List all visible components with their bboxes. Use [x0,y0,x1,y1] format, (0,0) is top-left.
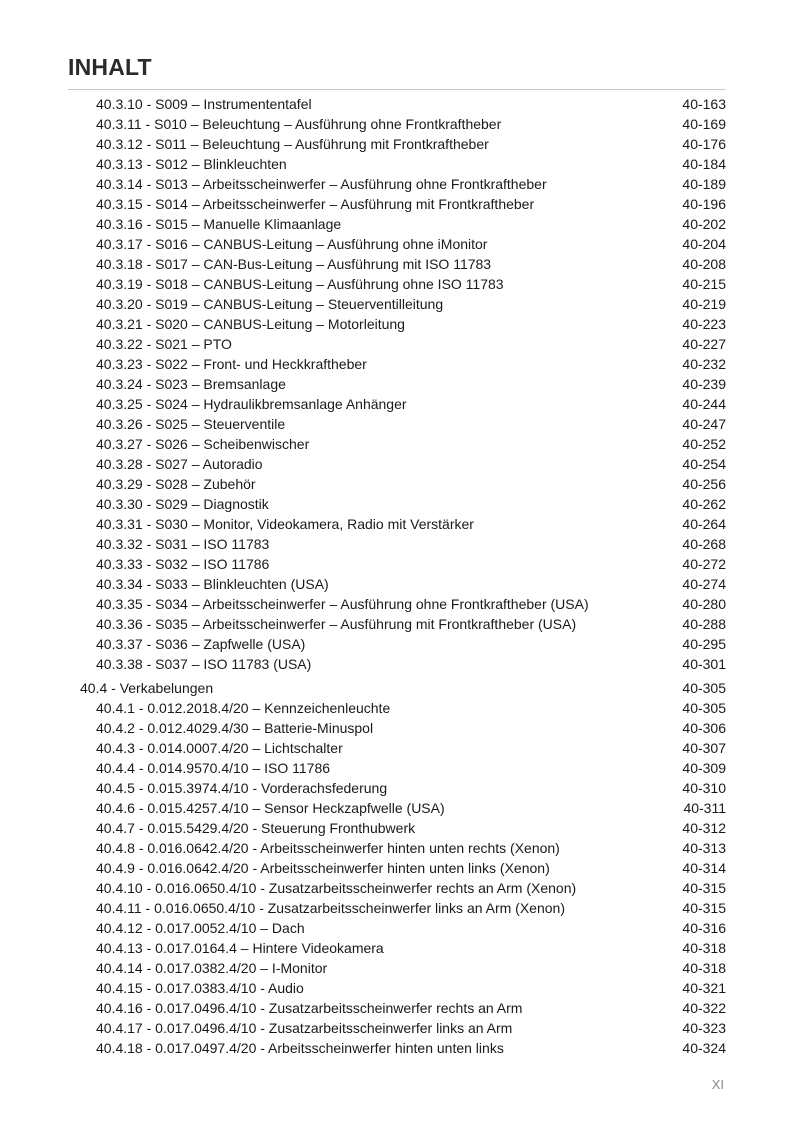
toc-entry-page: 40-322 [682,1000,726,1016]
toc-entry-page: 40-288 [682,616,726,632]
toc-entry-page: 40-268 [682,536,726,552]
toc-entry[interactable] [0,354,794,374]
toc-entry-title: 40.4.15 - 0.017.0383.4/10 - Audio [96,980,304,996]
toc-entry[interactable] [0,554,794,574]
toc-entry-page: 40-301 [682,656,726,672]
toc-entry-title: 40.3.33 - S032 – ISO 11786 [96,556,270,572]
toc-entry-title: 40.3.29 - S028 – Zubehör [96,476,256,492]
toc-entry-page: 40-264 [682,516,726,532]
toc-entry-page: 40-280 [682,596,726,612]
toc-entry-title: 40.4.3 - 0.014.0007.4/20 – Lichtschalter [96,740,343,756]
toc-entry-title: 40.4.11 - 0.016.0650.4/10 - Zusatzarbeitsscheinwerfer links an Arm (Xenon) [96,900,565,916]
toc-entry-title: 40.4.17 - 0.017.0496.4/10 - Zusatzarbeitsscheinwerfer links an Arm [96,1020,513,1036]
toc-entry-title: 40.4.2 - 0.012.4029.4/30 – Batterie-Minuspol [96,720,374,736]
toc-entry-title: 40.3.18 - S017 – CAN-Bus-Leitung – Ausführung mit ISO 11783 [96,256,492,272]
toc-entry-page: 40-232 [682,356,726,372]
toc-entry-page: 40-312 [682,820,726,836]
toc-entry-title: 40.3.23 - S022 – Front- und Heckkraftheber [96,356,367,372]
toc-entry-title: 40.4.5 - 0.015.3974.4/10 - Vorderachsfederung [96,780,388,796]
toc-entry-page: 40-247 [682,416,726,432]
toc-entry-title: 40.3.27 - S026 – Scheibenwischer [96,436,310,452]
toc-entry-page: 40-189 [682,176,726,192]
toc-entry[interactable] [0,698,794,718]
toc-entry-page: 40-324 [682,1040,726,1056]
toc-entry-title: 40.3.37 - S036 – Zapfwelle (USA) [96,636,306,652]
toc-entry-page: 40-219 [682,296,726,312]
toc-entry-title: 40.3.13 - S012 – Blinkleuchten [96,156,287,172]
toc-entry[interactable] [0,574,794,594]
toc-entry-title: 40.3.12 - S011 – Beleuchtung – Ausführung mit Frontkraftheber [96,136,489,152]
toc-entry-title: 40.4.13 - 0.017.0164.4 – Hintere Videokamera [96,940,384,956]
toc-entry-page: 40-239 [682,376,726,392]
toc-entry-title: 40.4.6 - 0.015.4257.4/10 – Sensor Heckzapfwelle (USA) [96,800,445,816]
toc-entry[interactable] [0,918,794,938]
toc-entry-page: 40-202 [682,216,726,232]
toc-entry-title: 40.3.31 - S030 – Monitor, Videokamera, Radio mit Verstärker [96,516,474,532]
toc-entry[interactable] [0,494,794,514]
toc-entry-title: 40.4.8 - 0.016.0642.4/20 - Arbeitsscheinwerfer hinten unten rechts (Xenon) [96,840,560,856]
toc-entry-title: 40.3.25 - S024 – Hydraulikbremsanlage Anhänger [96,396,407,412]
toc-section-entry[interactable] [0,678,794,698]
toc-entry[interactable] [0,414,794,434]
table-of-contents [0,94,794,1058]
toc-entry-title: 40.3.19 - S018 – CANBUS-Leitung – Ausführung ohne ISO 11783 [96,276,504,292]
toc-entry-title: 40.3.35 - S034 – Arbeitsscheinwerfer – Ausführung ohne Frontkraftheber (USA) [96,596,589,612]
toc-entry[interactable] [0,758,794,778]
toc-entry-title: 40.4.16 - 0.017.0496.4/10 - Zusatzarbeitsscheinwerfer rechts an Arm [96,1000,523,1016]
toc-entry-title: 40.3.30 - S029 – Diagnostik [96,496,269,512]
toc-entry-page: 40-305 [682,700,726,716]
toc-entry[interactable] [0,94,794,114]
toc-entry-title: 40.4 - Verkabelungen [80,680,214,696]
toc-entry[interactable] [0,838,794,858]
toc-entry-title: 40.3.36 - S035 – Arbeitsscheinwerfer – Ausführung mit Frontkraftheber (USA) [96,616,577,632]
toc-entry-page: 40-256 [682,476,726,492]
toc-entry-title: 40.4.4 - 0.014.9570.4/10 – ISO 11786 [96,760,331,776]
toc-entry-page: 40-295 [682,636,726,652]
toc-entry[interactable] [0,194,794,214]
toc-entry-page: 40-314 [682,860,726,876]
toc-entry-page: 40-305 [682,680,726,696]
toc-entry[interactable] [0,234,794,254]
toc-entry[interactable] [0,454,794,474]
toc-entry-title: 40.3.10 - S009 – Instrumententafel [96,96,312,112]
toc-entry-title: 40.4.7 - 0.015.5429.4/20 - Steuerung Fronthubwerk [96,820,416,836]
toc-entry-title: 40.4.1 - 0.012.2018.4/20 – Kennzeichenleuchte [96,700,391,716]
toc-entry[interactable] [0,798,794,818]
toc-entry[interactable] [0,998,794,1018]
toc-entry-title: 40.3.24 - S023 – Bremsanlage [96,376,286,392]
toc-entry[interactable] [0,474,794,494]
toc-entry-page: 40-208 [682,256,726,272]
toc-entry[interactable] [0,394,794,414]
toc-entry-title: 40.3.21 - S020 – CANBUS-Leitung – Motorleitung [96,316,405,332]
toc-entry[interactable] [0,174,794,194]
toc-entry[interactable] [0,154,794,174]
toc-entry-page: 40-323 [682,1020,726,1036]
toc-entry-page: 40-184 [682,156,726,172]
toc-entry[interactable] [0,634,794,654]
toc-entry[interactable] [0,858,794,878]
toc-entry[interactable] [0,938,794,958]
toc-entry-page: 40-196 [682,196,726,212]
toc-entry-page: 40-244 [682,396,726,412]
toc-entry-page: 40-169 [682,116,726,132]
toc-entry-page: 40-318 [682,940,726,956]
toc-entry[interactable] [0,274,794,294]
toc-entry[interactable] [0,314,794,334]
toc-entry-page: 40-321 [682,980,726,996]
toc-entry-page: 40-316 [682,920,726,936]
toc-entry-page: 40-274 [682,576,726,592]
toc-entry[interactable] [0,374,794,394]
toc-entry-page: 40-311 [683,800,726,816]
toc-entry-page: 40-252 [682,436,726,452]
toc-entry-page: 40-310 [682,780,726,796]
toc-entry-page: 40-215 [682,276,726,292]
page-title: INHALT [68,54,152,80]
toc-entry-page: 40-306 [682,720,726,736]
toc-entry-page: 40-315 [682,900,726,916]
toc-entry-title: 40.3.20 - S019 – CANBUS-Leitung – Steuerventilleitung [96,296,444,312]
toc-entry[interactable] [0,114,794,134]
toc-entry[interactable] [0,654,794,674]
toc-entry[interactable] [0,738,794,758]
toc-entry[interactable] [0,434,794,454]
toc-entry-page: 40-163 [682,96,726,112]
toc-entry[interactable] [0,514,794,534]
toc-entry-title: 40.4.12 - 0.017.0052.4/10 – Dach [96,920,305,936]
toc-entry-title: 40.3.34 - S033 – Blinkleuchten (USA) [96,576,329,592]
title-divider [68,89,726,90]
toc-entry-title: 40.3.16 - S015 – Manuelle Klimaanlage [96,216,342,232]
toc-entry-title: 40.3.14 - S013 – Arbeitsscheinwerfer – Ausführung ohne Frontkraftheber [96,176,547,192]
page-number: XI [711,1077,724,1092]
toc-entry[interactable] [0,818,794,838]
toc-entry[interactable] [0,254,794,274]
toc-entry-title: 40.4.9 - 0.016.0642.4/20 - Arbeitsscheinwerfer hinten unten links (Xenon) [96,860,550,876]
toc-entry-title: 40.4.18 - 0.017.0497.4/20 - Arbeitsscheinwerfer hinten unten links [96,1040,504,1056]
toc-entry-title: 40.3.32 - S031 – ISO 11783 [96,536,270,552]
toc-entry-title: 40.3.28 - S027 – Autoradio [96,456,263,472]
toc-entry-page: 40-204 [682,236,726,252]
toc-entry-page: 40-227 [682,336,726,352]
toc-entry-page: 40-176 [682,136,726,152]
toc-entry[interactable] [0,1038,794,1058]
toc-entry-page: 40-272 [682,556,726,572]
toc-entry[interactable] [0,778,794,798]
toc-entry[interactable] [0,898,794,918]
toc-entry-title: 40.3.22 - S021 – PTO [96,336,232,352]
toc-entry[interactable] [0,134,794,154]
toc-entry-page: 40-315 [682,880,726,896]
toc-entry-page: 40-262 [682,496,726,512]
toc-entry-title: 40.3.17 - S016 – CANBUS-Leitung – Ausführung ohne iMonitor [96,236,488,252]
toc-entry[interactable] [0,718,794,738]
toc-entry[interactable] [0,878,794,898]
toc-entry-title: 40.3.38 - S037 – ISO 11783 (USA) [96,656,312,672]
toc-entry-title: 40.4.10 - 0.016.0650.4/10 - Zusatzarbeitsscheinwerfer rechts an Arm (Xenon) [96,880,577,896]
toc-entry-title: 40.3.26 - S025 – Steuerventile [96,416,286,432]
toc-entry[interactable] [0,594,794,614]
toc-entry[interactable] [0,614,794,634]
toc-entry[interactable] [0,294,794,314]
toc-entry[interactable] [0,978,794,998]
toc-entry-page: 40-307 [682,740,726,756]
toc-entry[interactable] [0,958,794,978]
toc-entry-title: 40.4.14 - 0.017.0382.4/20 – I-Monitor [96,960,328,976]
toc-entry-page: 40-309 [682,760,726,776]
toc-entry-page: 40-313 [682,840,726,856]
toc-entry-title: 40.3.11 - S010 – Beleuchtung – Ausführung ohne Frontkraftheber [96,116,502,132]
toc-entry[interactable] [0,334,794,354]
toc-entry-page: 40-318 [682,960,726,976]
toc-entry-page: 40-223 [682,316,726,332]
toc-entry-page: 40-254 [682,456,726,472]
toc-entry[interactable] [0,214,794,234]
toc-entry[interactable] [0,1018,794,1038]
toc-entry-title: 40.3.15 - S014 – Arbeitsscheinwerfer – Ausführung mit Frontkraftheber [96,196,535,212]
toc-entry[interactable] [0,534,794,554]
